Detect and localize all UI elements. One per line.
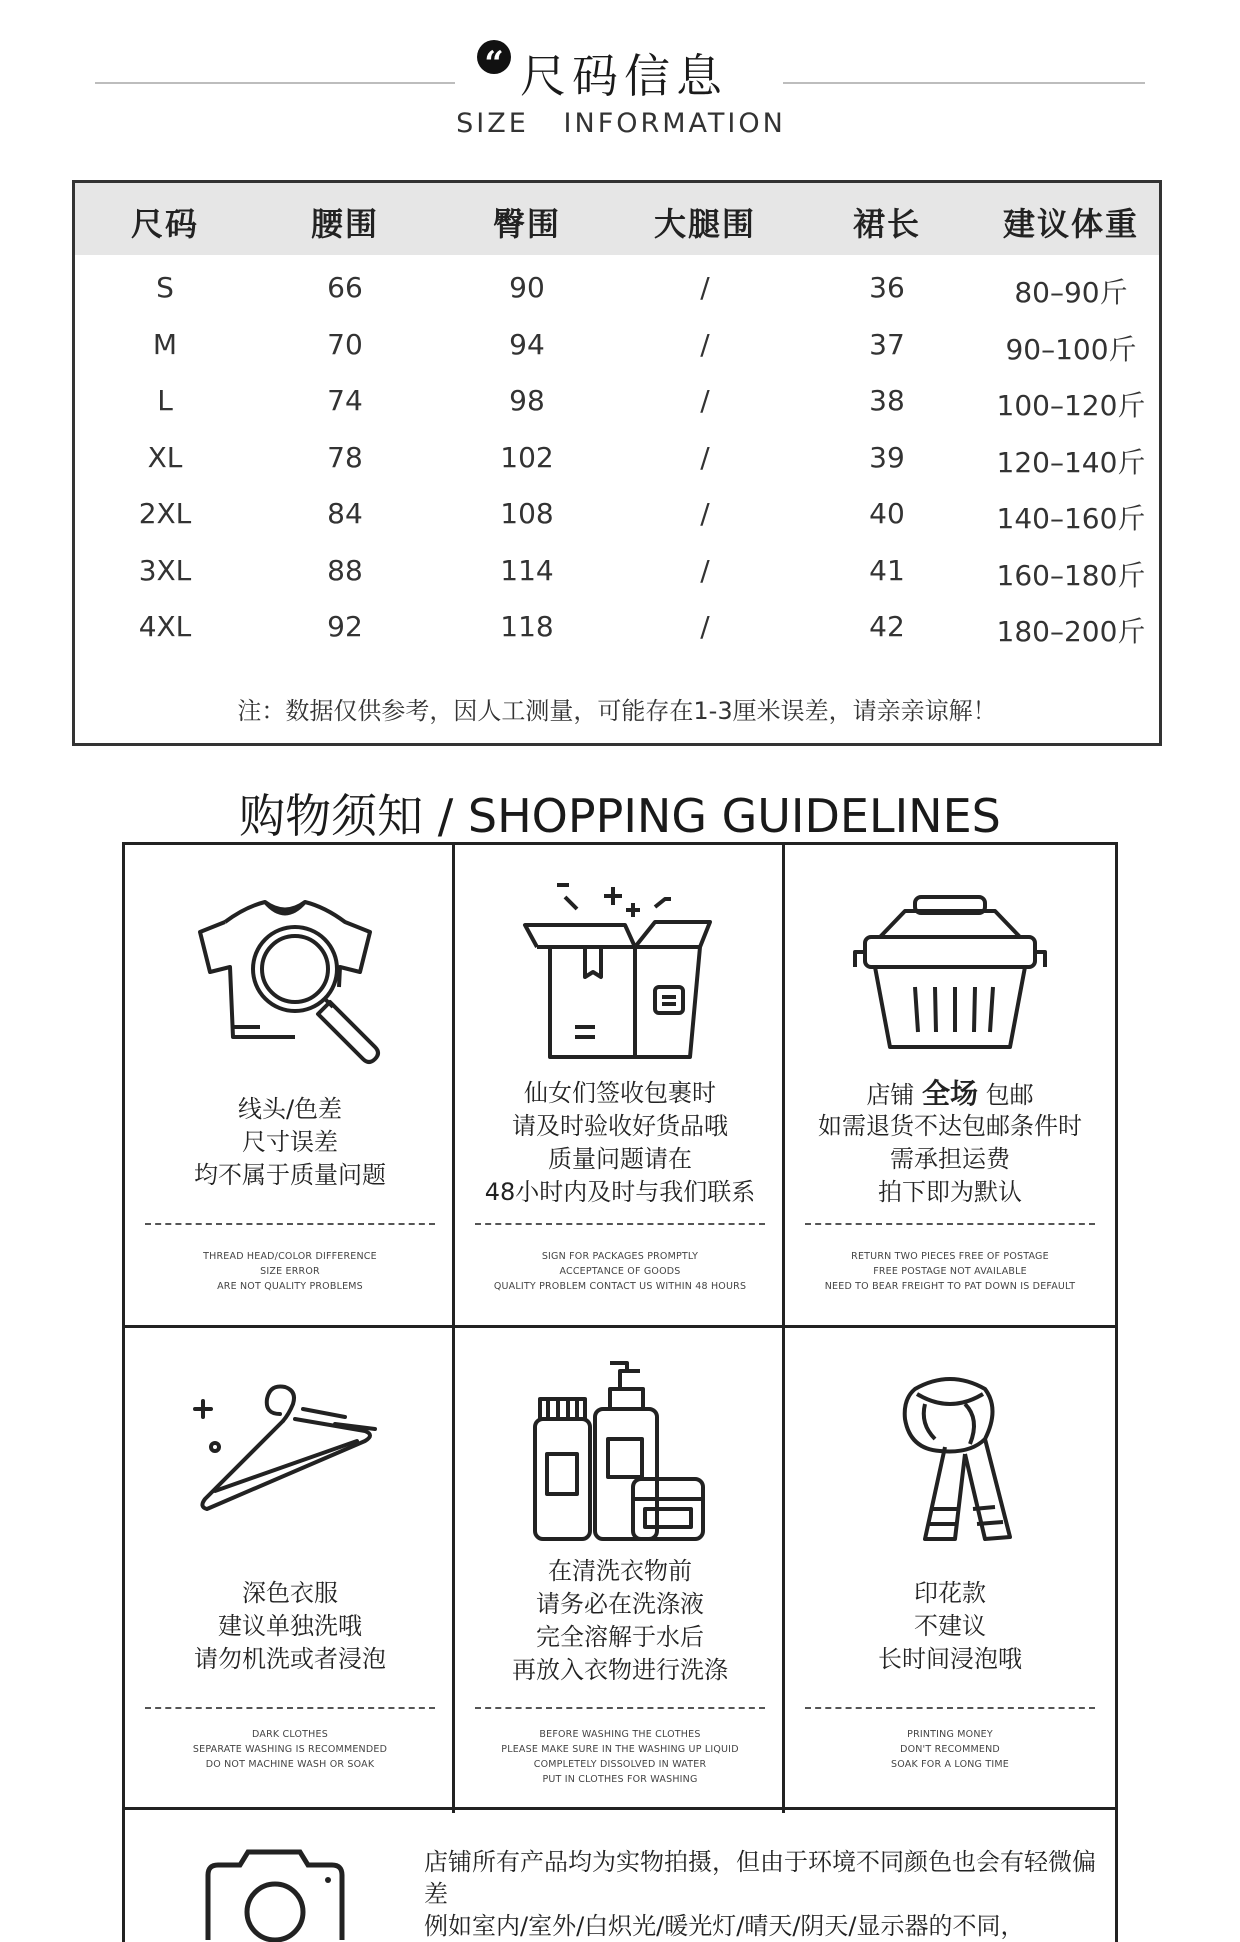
size-table-cell: 140–160斤	[996, 502, 1146, 535]
guideline-cn-line: 再放入衣物进行洗涤	[512, 1656, 728, 1684]
size-info-header	[0, 30, 1240, 140]
size-table-cell: 94	[509, 327, 545, 361]
guideline-en-line: SIZE ERROR	[260, 1266, 320, 1277]
size-table-cell: /	[700, 327, 710, 361]
hanger-icon	[185, 1359, 395, 1549]
guideline-en-line: DARK CLOTHES	[252, 1729, 328, 1740]
guideline-en-line: PLEASE MAKE SURE IN THE WASHING UP LIQUID	[501, 1744, 739, 1755]
size-table-cell: S	[156, 271, 174, 304]
size-table-header-cell: 腰围	[310, 205, 379, 243]
size-table-cell: 74	[327, 384, 363, 417]
size-table-cell: 180–200斤	[996, 615, 1146, 648]
dashed-divider	[145, 1223, 435, 1225]
tshirt-magnifier-icon	[185, 877, 395, 1067]
size-table-cell: 92	[327, 610, 363, 643]
dashed-divider	[145, 1707, 435, 1709]
guideline-cn-line: 请务必在洗涤液	[536, 1590, 704, 1618]
guideline-en-line: RETURN TWO PIECES FREE OF POSTAGE	[851, 1251, 1049, 1262]
size-table-header-cell: 裙长	[852, 205, 921, 243]
size-table-cell: 108	[500, 497, 554, 530]
size-table-cell: 160–180斤	[996, 558, 1146, 592]
photo-disclaimer	[424, 1846, 1104, 1942]
guideline-cn-segment: 包邮	[978, 1081, 1034, 1109]
guideline-en-line: BEFORE WASHING THE CLOTHES	[539, 1729, 701, 1740]
size-table-cell: 120–140斤	[996, 445, 1146, 479]
detergent-bottles-icon	[515, 1359, 725, 1549]
size-table-header-cell: 尺码	[130, 205, 199, 243]
camera-icon	[200, 1840, 350, 1940]
size-table-cell: 36	[869, 271, 905, 304]
guideline-cn-line: 48小时内及时与我们联系	[484, 1178, 756, 1206]
size-table-cell: 42	[869, 610, 905, 643]
header-divider-left	[95, 82, 455, 84]
guideline-cn-line: 质量问题请在	[548, 1145, 692, 1173]
size-table-cell: 4XL	[138, 610, 192, 643]
size-table-cell: /	[700, 553, 710, 587]
guideline-cn-line: 拍下即为默认	[878, 1178, 1022, 1206]
size-table-cell: 102	[500, 440, 554, 474]
guideline-card	[455, 1327, 785, 1807]
disclaimer-line: 例如室内/室外/白炽光/暖光灯/晴天/阴天/显示器的不同，	[424, 1912, 1025, 1940]
guideline-cn-line: 仙女们签收包裹时	[524, 1079, 716, 1107]
size-table-cell: XL	[147, 440, 183, 474]
guideline-en-line: FREE POSTAGE NOT AVAILABLE	[873, 1266, 1027, 1277]
guideline-cn-line: 均不属于质量问题	[194, 1161, 386, 1189]
guideline-card	[125, 845, 455, 1325]
size-table-cell: 39	[869, 440, 905, 474]
guideline-card	[455, 845, 785, 1325]
guideline-en-line: SEPARATE WASHING IS RECOMMENDED	[192, 1744, 388, 1755]
guideline-highlight: 全场	[921, 1077, 978, 1110]
guideline-card	[125, 1327, 455, 1807]
guideline-en-line: COMPLETELY DISSOLVED IN WATER	[533, 1759, 707, 1770]
guideline-cn-line: 建议单独洗哦	[218, 1612, 362, 1640]
size-table-cell: /	[700, 440, 710, 474]
guideline-en-line: THREAD HEAD/COLOR DIFFERENCE	[203, 1251, 377, 1262]
size-table-cell: 66	[327, 271, 363, 304]
open-box-icon	[515, 877, 725, 1067]
disclaimer-line: 店铺所有产品均为实物拍摄，但由于环境不同颜色也会有轻微偏差	[424, 1848, 1096, 1908]
guidelines-grid	[122, 842, 1118, 1942]
guideline-en-line: SIGN FOR PACKAGES PROMPTLY	[541, 1251, 699, 1262]
dashed-divider	[475, 1707, 765, 1709]
size-table-header-cell: 大腿围	[653, 205, 756, 243]
dashed-divider	[475, 1223, 765, 1225]
size-table-cell: 37	[869, 327, 905, 361]
guideline-cn-line: 完全溶解于水后	[536, 1623, 704, 1651]
size-info-subtitle: SIZE INFORMATION	[456, 108, 786, 139]
size-table-cell: 84	[327, 497, 363, 530]
quote-icon: “	[477, 40, 511, 74]
size-table-cell: 90	[509, 271, 545, 304]
size-table-cell: L	[157, 384, 173, 417]
size-table-cell: 38	[869, 384, 905, 417]
guideline-cn-line	[785, 1077, 1115, 1112]
size-table	[72, 180, 1162, 746]
size-table-cell: /	[700, 610, 710, 643]
size-table-cell: 70	[327, 327, 363, 361]
guideline-en-line: PRINTING MONEY	[907, 1729, 993, 1740]
grid-divider	[125, 1807, 1115, 1810]
dashed-divider	[805, 1223, 1095, 1225]
guideline-en-line: NEED TO BEAR FREIGHT TO PAT DOWN IS DEFAULT	[824, 1281, 1076, 1292]
size-table-cell: 40	[869, 497, 905, 530]
size-table-note: 注：数据仅供参考，因人工测量，可能存在1-3厘米误差，请亲亲谅解！	[237, 697, 997, 725]
dashed-divider	[805, 1707, 1095, 1709]
size-table-cell: 98	[509, 384, 545, 417]
guideline-en-line: PUT IN CLOTHES FOR WASHING	[542, 1774, 698, 1785]
size-table-cell: 90–100斤	[1005, 332, 1137, 366]
guideline-cn-segment: 店铺	[866, 1081, 922, 1109]
scarf-icon	[845, 1359, 1055, 1549]
guideline-cn-line: 尺寸误差	[242, 1128, 338, 1156]
guideline-en-line: ARE NOT QUALITY PROBLEMS	[217, 1281, 363, 1292]
guideline-cn-line: 请及时验收好货品哦	[512, 1112, 728, 1140]
guideline-en-line: DO NOT MACHINE WASH OR SOAK	[205, 1759, 375, 1770]
guideline-en-line: ACCEPTANCE OF GOODS	[559, 1266, 681, 1277]
size-table-cell: 88	[327, 553, 363, 587]
size-table-cell: 78	[327, 440, 363, 474]
size-table-cell: 3XL	[138, 553, 192, 587]
size-table-header-cell: 臀围	[492, 205, 561, 243]
guideline-cn-line: 长时间浸泡哦	[878, 1645, 1022, 1673]
guidelines-title: 购物须知 / SHOPPING GUIDELINES	[239, 789, 1001, 843]
size-table-cell: 2XL	[138, 497, 192, 530]
header-divider-right	[783, 82, 1145, 84]
size-table-cell: 118	[500, 610, 554, 643]
size-table-cell: 80–90斤	[1014, 276, 1128, 309]
size-info-title: 尺码信息	[520, 49, 728, 103]
guideline-cn-line: 线头/色差	[237, 1095, 343, 1123]
size-table-cell: 41	[869, 553, 905, 587]
size-table-cell: 114	[500, 553, 554, 587]
guideline-cn-line: 不建议	[914, 1612, 986, 1640]
guideline-cn-line: 如需退货不达包邮条件时	[818, 1112, 1082, 1140]
guideline-cn-line: 请勿机洗或者浸泡	[194, 1645, 386, 1673]
size-table-cell: /	[700, 384, 710, 417]
guideline-card	[785, 845, 1115, 1325]
size-table-cell: /	[700, 271, 710, 304]
size-table-header-cell: 建议体重	[1002, 205, 1139, 243]
guideline-en-line: SOAK FOR A LONG TIME	[891, 1759, 1009, 1770]
size-table-cell: M	[152, 327, 178, 361]
guideline-cn-line: 在清洗衣物前	[548, 1557, 692, 1585]
guideline-cn-line: 印花款	[914, 1579, 986, 1607]
guideline-en-line: DON'T RECOMMEND	[900, 1744, 1000, 1755]
size-table-cell: /	[700, 497, 710, 530]
shopping-basket-icon	[845, 877, 1055, 1067]
size-table-cell: 100–120斤	[996, 389, 1146, 422]
guideline-en-line: QUALITY PROBLEM CONTACT US WITHIN 48 HOURS	[493, 1281, 747, 1292]
guideline-cn-line: 深色衣服	[242, 1579, 338, 1607]
size-table-header	[75, 183, 1159, 255]
guideline-card	[785, 1327, 1115, 1807]
guideline-cn-line: 需承担运费	[890, 1145, 1010, 1173]
